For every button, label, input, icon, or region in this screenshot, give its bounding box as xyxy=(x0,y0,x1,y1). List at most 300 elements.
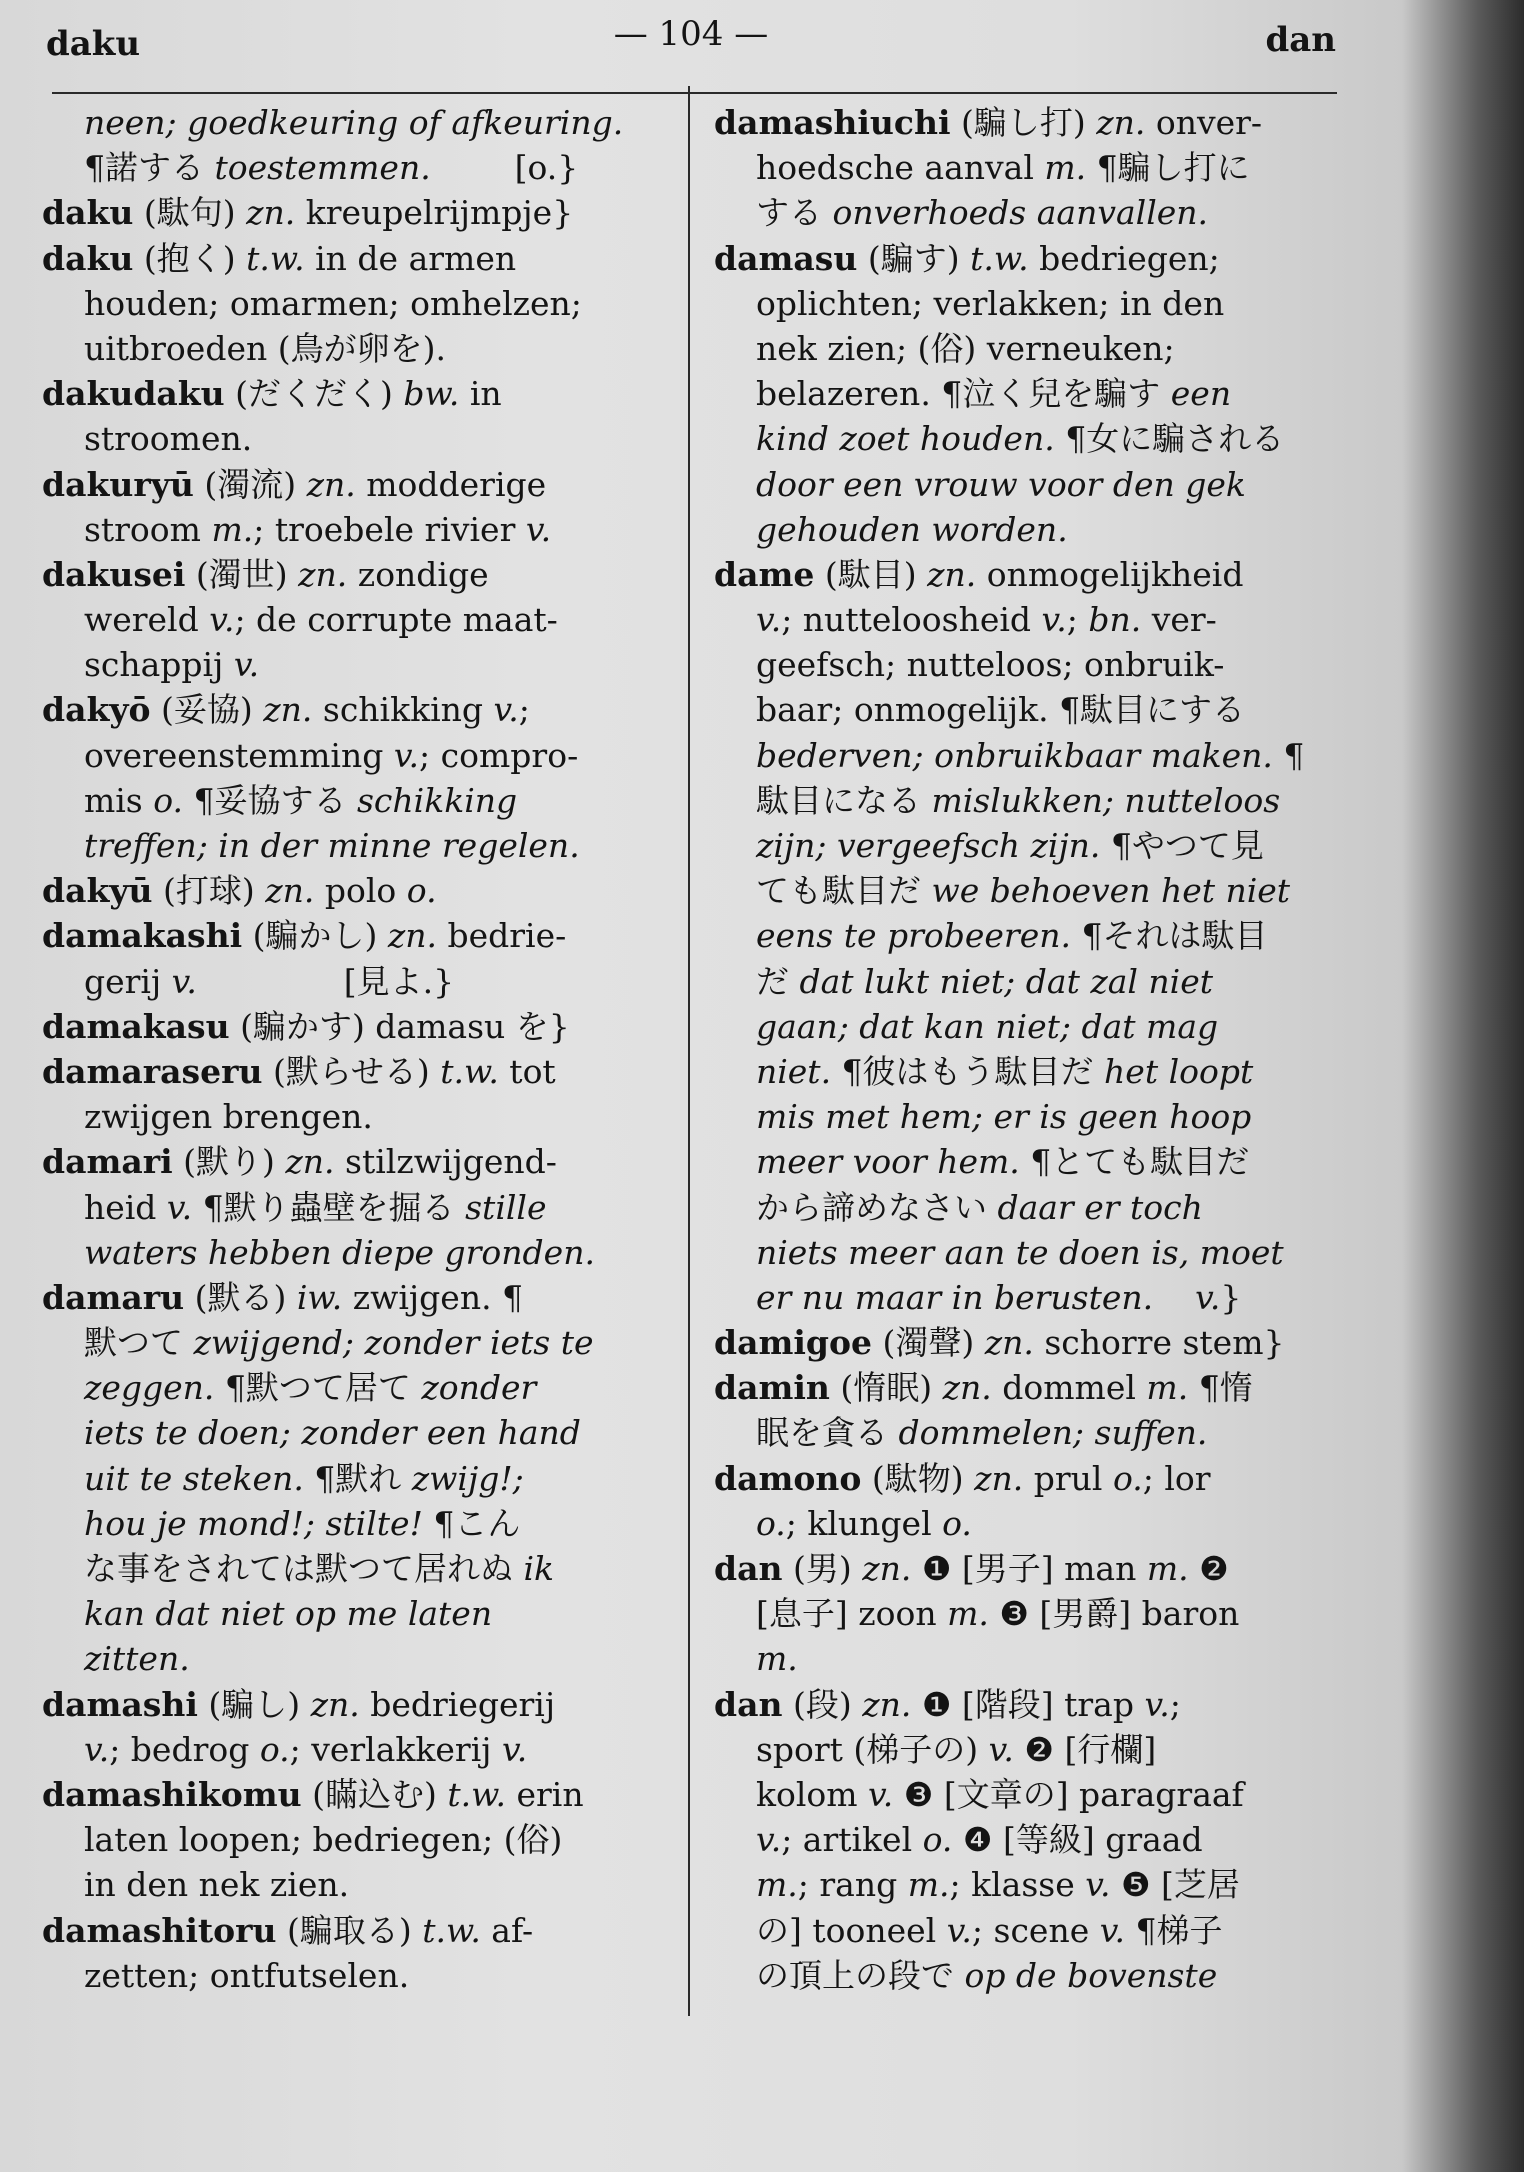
dictionary-line xyxy=(714,1862,1334,1907)
entry-text: ; xyxy=(518,690,530,730)
entry-text: ; bedrog xyxy=(109,1729,260,1769)
dictionary-line xyxy=(42,462,662,507)
entry-text: (濁流) xyxy=(193,464,307,504)
dictionary-line xyxy=(714,326,1334,371)
dictionary-line xyxy=(42,1410,662,1455)
dictionary-line xyxy=(714,913,1334,958)
italic-text: bn. xyxy=(1088,600,1142,640)
dictionary-line xyxy=(42,1953,662,1998)
italic-text: t.w. xyxy=(447,1774,506,1814)
entry-text xyxy=(42,103,84,142)
entry-text: } xyxy=(1220,1277,1242,1317)
entry-text: (濁聲) xyxy=(872,1323,985,1363)
italic-text: hou je mond!; stilte! xyxy=(83,1503,423,1543)
entry-text: ¶默つて居て xyxy=(214,1368,422,1408)
entry-text: する xyxy=(714,193,833,233)
italic-text: toestemmen. xyxy=(214,148,431,188)
italic-text: o. xyxy=(153,780,184,820)
dictionary-line xyxy=(714,1908,1334,1953)
dictionary-line xyxy=(42,1230,662,1275)
italic-text: v. xyxy=(209,600,235,640)
headword: dakuryū xyxy=(42,464,194,504)
entry-text: ¶ xyxy=(1272,735,1305,775)
italic-text: zn. xyxy=(974,1458,1024,1498)
dictionary-line xyxy=(714,959,1334,1004)
entry-text xyxy=(42,1413,84,1452)
dictionary-line xyxy=(714,1049,1334,1094)
entry-text: の] tooneel xyxy=(714,1910,947,1950)
entry-text xyxy=(1153,1278,1195,1317)
entry-text: zwijgen. ¶ xyxy=(342,1277,524,1317)
italic-text: neen; goedkeuring of afkeuring. xyxy=(83,103,624,142)
entry-text: な事をされては默つて居れぬ xyxy=(42,1549,524,1588)
italic-text: iets te doen; zonder een hand xyxy=(83,1413,581,1453)
headword: daku xyxy=(42,238,134,278)
dictionary-line xyxy=(714,145,1334,190)
entry-text: (瞞込む) xyxy=(301,1774,448,1814)
entry-text: ¶彼はもう駄目だ xyxy=(831,1051,1105,1091)
entry-text: schikking xyxy=(312,690,494,730)
entry-text: sport (梯子の) xyxy=(714,1729,989,1769)
italic-text: er nu maar in berusten. xyxy=(755,1277,1154,1317)
headword: damakasu xyxy=(42,1006,230,1046)
entry-text: だ xyxy=(714,961,800,1001)
entry-text: (默らせる) xyxy=(262,1051,441,1091)
entry-text: tot xyxy=(498,1051,556,1091)
italic-text: zn. xyxy=(862,1549,912,1588)
italic-text: daar er toch xyxy=(997,1187,1203,1227)
italic-text: mis met hem; er is geen hoop xyxy=(755,1097,1252,1137)
italic-text: zn. xyxy=(285,1142,335,1182)
italic-text: zijn; vergeefsch zijn. xyxy=(755,826,1101,865)
entry-text: prul xyxy=(1023,1458,1113,1498)
entry-text: ; troebele rivier xyxy=(253,509,526,549)
entry-text: 眠を貪る xyxy=(714,1413,899,1453)
italic-text: o. xyxy=(755,1503,786,1543)
italic-text: eens te probeeren. xyxy=(755,916,1071,956)
italic-text: v. xyxy=(493,690,519,730)
italic-text: o. xyxy=(406,871,437,911)
entry-text xyxy=(714,1504,756,1543)
page-header xyxy=(46,14,1336,74)
entry-text: (騙取る) xyxy=(276,1910,423,1950)
entry-text: onver- xyxy=(1145,103,1263,142)
italic-text: zitten. xyxy=(83,1639,190,1679)
entry-text: ¶それは駄目 xyxy=(1070,916,1268,956)
italic-text: zeggen. xyxy=(83,1368,215,1408)
entry-text: ¶やつて見 xyxy=(1100,826,1264,865)
entry-text: belazeren. ¶泣く兒を騙す xyxy=(714,374,1171,414)
italic-text: v. xyxy=(1085,1865,1111,1905)
dictionary-line xyxy=(714,1953,1334,1998)
entry-text: mis xyxy=(42,780,154,820)
entry-text: (打球) xyxy=(152,871,266,911)
headword: damashiuchi xyxy=(714,103,951,142)
italic-text: niets meer aan te doen is, moet xyxy=(755,1232,1284,1272)
guide-word-right: dan xyxy=(1265,20,1336,60)
entry-text: kolom xyxy=(714,1774,869,1814)
entry-text: zondige xyxy=(347,554,489,594)
entry-text xyxy=(42,1459,84,1498)
dictionary-line xyxy=(714,416,1334,461)
italic-text: het loopt xyxy=(1104,1051,1254,1091)
entry-text xyxy=(714,826,756,865)
entry-text xyxy=(714,1007,756,1046)
page-number: — 104 — xyxy=(613,14,769,54)
italic-text: stille xyxy=(465,1187,547,1227)
entry-text: geefsch; nutteloos; onbruik- xyxy=(714,645,1225,685)
headword: dan xyxy=(714,1549,783,1588)
italic-text: m. xyxy=(755,1639,798,1679)
italic-text: t.w. xyxy=(422,1910,481,1950)
dictionary-line xyxy=(42,552,662,597)
italic-text: zn. xyxy=(298,554,348,594)
dictionary-line xyxy=(42,1591,662,1636)
headword: daku xyxy=(42,193,134,233)
dictionary-line xyxy=(42,687,662,732)
entry-text xyxy=(714,465,756,504)
italic-text: m. xyxy=(947,1594,989,1634)
italic-text: v. xyxy=(1195,1277,1221,1317)
headword: dame xyxy=(714,554,815,594)
italic-text: gaan; dat kan niet; dat mag xyxy=(755,1006,1219,1046)
entry-text: houden; omarmen; omhelzen; xyxy=(42,283,582,323)
column-divider xyxy=(688,86,690,2016)
entry-text: ❸ [文章の] paragraaf xyxy=(893,1774,1244,1814)
dictionary-line xyxy=(42,1456,662,1501)
entry-text: hoedsche aanval xyxy=(714,148,1045,188)
entry-text xyxy=(42,826,84,865)
entry-text: (男) xyxy=(782,1549,863,1588)
italic-text: kan dat niet op me laten xyxy=(83,1594,493,1634)
dictionary-line xyxy=(42,868,662,913)
italic-text: o. xyxy=(259,1729,290,1769)
entry-text: modderige xyxy=(355,464,547,504)
entry-text: ¶梯子 xyxy=(1124,1910,1223,1950)
italic-text: v. xyxy=(166,1187,193,1227)
entry-text: (駄目) xyxy=(814,554,928,594)
italic-text: treffen; in der minne regelen. xyxy=(83,826,580,865)
italic-text: v. xyxy=(755,600,782,640)
headword: damono xyxy=(714,1458,862,1498)
italic-text: iw. xyxy=(296,1277,343,1317)
dictionary-line xyxy=(42,642,662,687)
entry-text: ❷ xyxy=(1188,1549,1229,1588)
italic-text: m. xyxy=(1146,1368,1189,1408)
italic-text: zn. xyxy=(310,1684,360,1724)
entry-text: ¶妥協する xyxy=(183,780,357,820)
italic-text: v. xyxy=(83,1729,110,1769)
entry-text: ; xyxy=(1066,600,1089,640)
dictionary-line xyxy=(42,1365,662,1410)
entry-text: ; de corrupte maat- xyxy=(234,600,558,640)
entry-text xyxy=(42,1730,84,1769)
guide-word-left: daku xyxy=(46,24,141,64)
entry-text: af- xyxy=(480,1910,534,1950)
entry-text: ¶とても駄目だ xyxy=(1019,1142,1250,1182)
dictionary-line xyxy=(714,100,1334,145)
dictionary-line xyxy=(714,868,1334,913)
italic-text: gehouden worden. xyxy=(755,509,1068,549)
dictionary-line xyxy=(714,1320,1334,1365)
headword: damashikomu xyxy=(42,1774,302,1814)
dictionary-line xyxy=(42,1908,662,1953)
entry-text: ; scene xyxy=(971,1910,1100,1950)
entry-text: [o.} xyxy=(430,148,579,188)
dictionary-line xyxy=(714,823,1334,868)
italic-text: zn. xyxy=(942,1368,992,1408)
dictionary-line xyxy=(714,687,1334,732)
italic-text: mislukken; nutteloos xyxy=(931,780,1281,820)
dictionary-line xyxy=(42,1636,662,1681)
entry-text: wereld xyxy=(42,600,210,640)
entry-text xyxy=(714,1820,756,1859)
dictionary-line xyxy=(714,1094,1334,1139)
entry-text: bedriegen; xyxy=(1028,238,1220,278)
dictionary-line xyxy=(714,552,1334,597)
headword: damari xyxy=(42,1142,173,1182)
italic-text: m. xyxy=(211,509,254,549)
entry-text: in xyxy=(459,374,502,414)
italic-text: kind zoet houden. xyxy=(755,419,1055,459)
entry-text: overeenstemming xyxy=(42,735,394,775)
entry-text: (騙し) xyxy=(197,1684,311,1724)
entry-text: polo xyxy=(314,871,407,911)
entry-text: zetten; ontfutselen. xyxy=(42,1955,410,1995)
entry-text: [息子] zoon xyxy=(714,1594,948,1634)
entry-text: (駄句) xyxy=(133,193,247,233)
italic-text: meer voor hem. xyxy=(755,1142,1020,1182)
dictionary-line xyxy=(714,1004,1334,1049)
entry-text: ; klasse xyxy=(949,1865,1086,1905)
dictionary-line xyxy=(714,507,1334,552)
dictionary-line xyxy=(714,1546,1334,1591)
entry-text: (駄物) xyxy=(861,1458,975,1498)
italic-text: zn. xyxy=(387,916,437,956)
entry-text xyxy=(42,1233,84,1272)
entry-text xyxy=(42,1368,84,1407)
headword: dan xyxy=(714,1684,783,1724)
dictionary-line xyxy=(714,371,1334,416)
entry-text: ; rang xyxy=(797,1865,908,1905)
italic-text: door een vrouw voor den gek xyxy=(755,464,1246,504)
entry-text: (騙かす) damasu を} xyxy=(229,1006,570,1046)
entry-text xyxy=(714,1865,756,1904)
italic-text: o. xyxy=(922,1820,953,1860)
entry-text: kreupelrijmpje} xyxy=(295,193,574,233)
entry-text xyxy=(714,1639,756,1678)
entry-text: ; nutteloosheid xyxy=(781,600,1042,640)
dictionary-line xyxy=(42,733,662,778)
italic-text: t.w. xyxy=(246,238,305,278)
dictionary-line xyxy=(42,281,662,326)
entry-text: gerij xyxy=(42,961,172,1001)
dictionary-line xyxy=(714,642,1334,687)
headword: damashi xyxy=(42,1684,198,1724)
italic-text: bederven; onbruikbaar maken. xyxy=(755,735,1273,775)
dictionary-line xyxy=(714,1591,1334,1636)
dictionary-line xyxy=(42,778,662,823)
entry-text: ; lor xyxy=(1142,1458,1211,1498)
dictionary-line xyxy=(714,1139,1334,1184)
entry-text: schorre stem} xyxy=(1033,1323,1285,1363)
entry-text: (濁世) xyxy=(185,554,299,594)
headword: damakashi xyxy=(42,916,243,956)
entry-text: ; verlakkerij xyxy=(289,1729,502,1769)
headword: dakudaku xyxy=(42,374,225,414)
entry-text: (段) xyxy=(782,1684,863,1724)
entry-text: (騙かし) xyxy=(242,916,388,956)
italic-text: v. xyxy=(755,1820,782,1860)
headword: dakyō xyxy=(42,690,151,730)
entry-text xyxy=(714,510,756,549)
italic-text: op de bovenste xyxy=(964,1955,1218,1995)
entry-text: uitbroeden (鳥が卵を). xyxy=(42,328,446,368)
dictionary-line xyxy=(42,1049,662,1094)
italic-text: zn. xyxy=(927,554,977,594)
italic-text: v. xyxy=(868,1774,894,1814)
entry-text: から諦めなさい xyxy=(714,1187,998,1227)
header-rule xyxy=(52,92,1337,94)
dictionary-line xyxy=(42,959,662,1004)
entry-text: (默り) xyxy=(172,1142,286,1182)
dictionary-line xyxy=(42,371,662,416)
entry-text xyxy=(42,1504,84,1543)
dictionary-line xyxy=(42,1546,662,1591)
entry-text: (騙す) xyxy=(857,238,971,278)
entry-text: ¶惰 xyxy=(1188,1368,1253,1408)
entry-text: (惰眠) xyxy=(829,1368,943,1408)
entry-text: stroomen. xyxy=(42,419,253,459)
dictionary-line xyxy=(714,1501,1334,1546)
dictionary-line xyxy=(42,1817,662,1862)
entry-text: [見よ.} xyxy=(196,961,455,1001)
dictionary-line xyxy=(714,1817,1334,1862)
italic-text: zn. xyxy=(265,871,315,911)
italic-text: een xyxy=(1170,374,1232,414)
dictionary-line xyxy=(42,1275,662,1320)
dictionary-line xyxy=(714,1636,1334,1681)
entry-text xyxy=(714,1233,756,1272)
dictionary-line xyxy=(42,190,662,235)
dictionary-line xyxy=(42,1682,662,1727)
italic-text: o. xyxy=(942,1503,972,1543)
dictionary-line xyxy=(714,1275,1334,1320)
entry-text: ¶こん xyxy=(422,1503,521,1543)
entry-text: ¶女に騙される xyxy=(1054,419,1285,459)
entry-text: ❺ [芝居 xyxy=(1110,1865,1240,1905)
italic-text: v. xyxy=(233,645,260,685)
entry-text: ; artikel xyxy=(781,1820,923,1860)
entry-text: heid xyxy=(42,1187,167,1227)
dictionary-line xyxy=(714,462,1334,507)
dictionary-line xyxy=(714,778,1334,823)
entry-text: erin xyxy=(505,1774,584,1814)
dictionary-line xyxy=(42,326,662,371)
dictionary-line xyxy=(42,1094,662,1139)
entry-text: ❹ [等級] graad xyxy=(952,1820,1203,1860)
headword: dakusei xyxy=(42,554,186,594)
dictionary-line xyxy=(714,281,1334,326)
italic-text: we behoeven het niet xyxy=(931,871,1291,911)
italic-text: zn. xyxy=(246,193,296,233)
entry-text: ❶ [階段] trap xyxy=(911,1684,1145,1724)
italic-text: v. xyxy=(171,961,197,1001)
entry-text xyxy=(714,1097,756,1136)
italic-text: zwijgend; zonder iets te xyxy=(193,1323,594,1363)
entry-text: ver- xyxy=(1141,600,1217,640)
headword: damaru xyxy=(42,1277,185,1317)
dictionary-line xyxy=(714,1365,1334,1410)
italic-text: m. xyxy=(907,1865,950,1905)
entry-text: nek zien; (俗) verneuken; xyxy=(714,328,1175,368)
headword: damin xyxy=(714,1368,830,1408)
dictionary-line xyxy=(42,1501,662,1546)
dictionary-line xyxy=(714,1456,1334,1501)
entry-text: onmogelijkheid xyxy=(976,554,1244,594)
italic-text: dommelen; suffen. xyxy=(898,1413,1208,1453)
entry-text: (騙し打) xyxy=(950,103,1097,142)
entry-text xyxy=(714,916,756,955)
entry-text xyxy=(714,736,756,775)
dictionary-line xyxy=(42,1862,662,1907)
dictionary-line xyxy=(42,823,662,868)
dictionary-line xyxy=(42,1320,662,1365)
headword: damigoe xyxy=(714,1323,872,1363)
italic-text: t.w. xyxy=(970,238,1029,278)
dictionary-line xyxy=(714,597,1334,642)
dictionary-line xyxy=(42,507,662,552)
entry-text: ; compro- xyxy=(419,735,579,775)
dictionary-line xyxy=(42,597,662,642)
italic-text: m. xyxy=(1146,1549,1189,1588)
entry-text: dommel xyxy=(991,1368,1147,1408)
entry-text: (抱く) xyxy=(133,238,247,278)
dictionary-line xyxy=(42,236,662,281)
italic-text: v. xyxy=(1144,1684,1170,1724)
dictionary-line xyxy=(42,100,662,145)
italic-text: zwijg!; xyxy=(411,1458,524,1498)
entry-text: bedriegerij xyxy=(359,1684,556,1724)
entry-text xyxy=(714,419,756,458)
italic-text: ik xyxy=(523,1549,555,1588)
dictionary-line xyxy=(714,1230,1334,1275)
entry-text: ¶默り蟲壁を掘る xyxy=(192,1187,466,1227)
dictionary-line xyxy=(42,1185,662,1230)
right-column xyxy=(714,100,1334,1998)
dictionary-line xyxy=(42,145,662,190)
entry-text xyxy=(714,1142,756,1181)
italic-text: v. xyxy=(946,1910,972,1950)
entry-text: ; xyxy=(1169,1684,1181,1724)
italic-text: o. xyxy=(1112,1458,1143,1498)
dictionary-line xyxy=(42,1139,662,1184)
italic-text: niet. xyxy=(755,1051,832,1091)
entry-text xyxy=(42,1594,84,1633)
dictionary-line xyxy=(714,190,1334,235)
italic-text: zn. xyxy=(306,464,356,504)
entry-text: stilzwijgend- xyxy=(334,1142,557,1182)
entry-text: の頂上の段で xyxy=(714,1955,965,1995)
entry-text: in den nek zien. xyxy=(42,1865,350,1905)
italic-text: schikking xyxy=(357,780,518,820)
left-column xyxy=(42,100,662,1998)
dictionary-line xyxy=(714,1772,1334,1817)
entry-text xyxy=(714,600,756,639)
dictionary-line xyxy=(42,1727,662,1772)
italic-text: uit te steken. xyxy=(83,1458,304,1498)
entry-text: (だくだく) xyxy=(224,374,404,414)
